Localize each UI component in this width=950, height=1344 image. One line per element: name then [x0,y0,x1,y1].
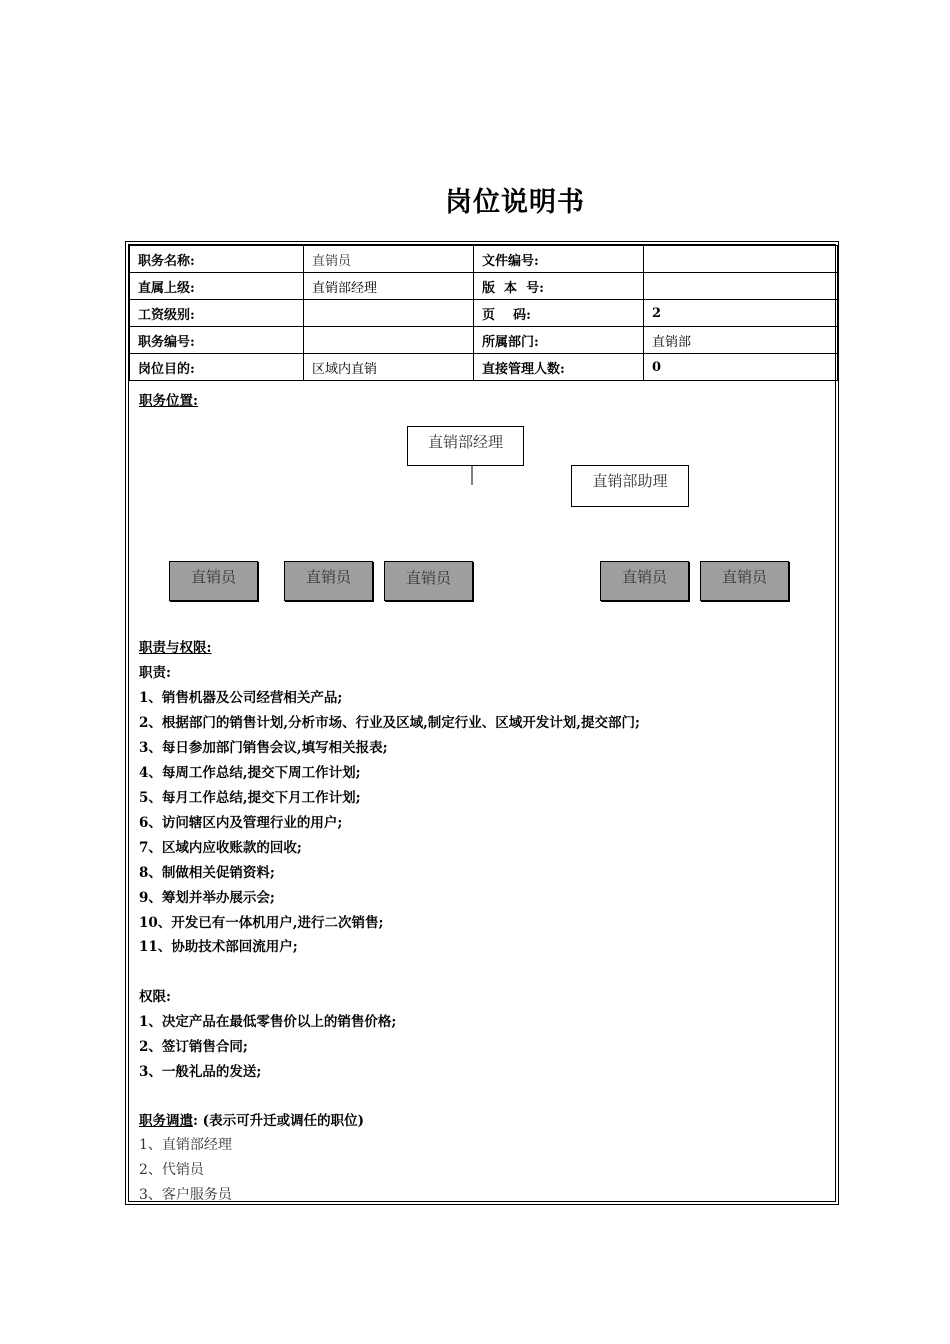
info-value: 2 [644,300,838,327]
duty-item: 8、制做相关促销资料; [139,865,275,881]
info-value: 直销员 [304,246,474,273]
info-label: 直属上级: [130,273,304,300]
manager-box: 直销部经理 [407,426,524,466]
authority-item: 1、决定产品在最低零售价以上的销售价格; [139,1014,397,1030]
transfer-heading-line [139,1109,364,1129]
transfer-heading: 职务调遣 [139,1113,193,1129]
info-label: 直接管理人数: [474,354,644,381]
info-label: 文件编号: [474,246,644,273]
info-value: 直销部经理 [304,273,474,300]
info-label: 所属部门: [474,327,644,354]
job-description-frame [125,241,839,1205]
duty-item: 6、访问辖区内及管理行业的用户; [139,815,343,831]
duty-item: 1、销售机器及公司经营相关产品; [139,690,343,706]
position-heading: 职务位置: [139,393,198,409]
info-label: 职务名称: [130,246,304,273]
transfer-item: 3、客户服务员 [139,1187,232,1203]
authority-heading: 权限: [139,989,171,1005]
staff-box: 直销员 [384,561,473,601]
staff-box: 直销员 [169,561,258,601]
authority-item: 2、签订销售合同; [139,1039,248,1055]
info-label: 工资级别: [130,300,304,327]
duty-item: 11、协助技术部回流用户; [139,939,298,955]
page-title: 岗位说明书 [445,187,585,218]
duty-item: 3、每日参加部门销售会议,填写相关报表; [139,740,388,756]
transfer-item: 1、直销部经理 [139,1137,232,1153]
duty-item: 4、每周工作总结,提交下周工作计划; [139,765,361,781]
staff-box: 直销员 [284,561,373,601]
duties-subheading: 职责: [139,665,171,681]
info-label: 岗位目的: [130,354,304,381]
info-value: 直销部 [644,327,838,354]
assistant-box: 直销部助理 [571,465,689,507]
duty-item: 5、每月工作总结,提交下月工作计划; [139,790,361,806]
info-value: 区域内直销 [304,354,474,381]
transfer-item: 2、代销员 [139,1162,204,1178]
duty-item: 10、开发已有一体机用户,进行二次销售; [139,915,384,931]
staff-box: 直销员 [600,561,689,601]
frame-inner [128,244,836,1202]
info-label: 页 码: [474,300,644,327]
info-label: 职务编号: [130,327,304,354]
duties-heading: 职责与权限: [139,640,212,656]
staff-box: 直销员 [700,561,789,601]
duty-item: 9、筹划并举办展示会; [139,890,275,906]
duty-item: 2、根据部门的销售计划,分析市场、行业及区域,制定行业、区域开发计划,提交部门; [139,715,640,731]
transfer-note: : (表示可升迁或调任的职位) [193,1113,364,1129]
info-label: 版 本 号: [474,273,644,300]
authority-item: 3、一般礼品的发送; [139,1064,262,1080]
duty-item: 7、区域内应收账款的回收; [139,840,302,856]
info-value: 0 [644,354,838,381]
